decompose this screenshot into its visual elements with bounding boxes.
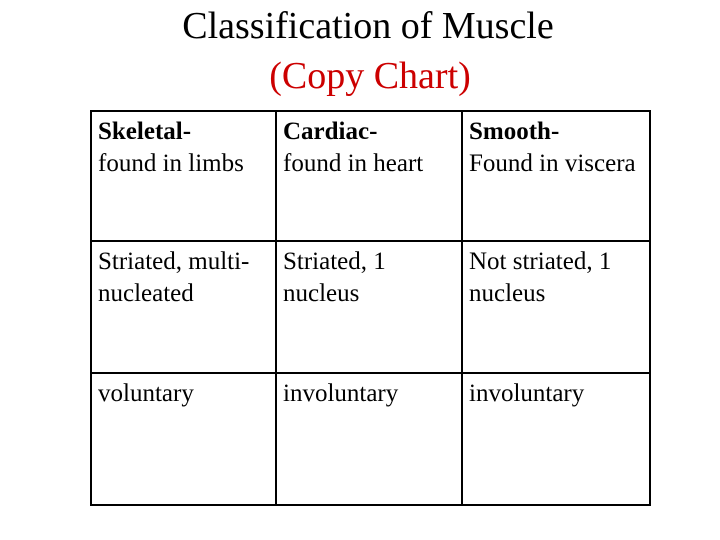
cell-cardiac-control: involuntary [276,373,462,505]
cell-skeletal [91,111,276,241]
cell-text-skeletal-location: found in limbs [98,150,244,177]
cell-smooth-control: involuntary [462,373,650,505]
cell-cardiac-structure: Striated, 1 nucleus [276,241,462,373]
slide-title: Classification of Muscle [182,5,554,47]
muscle-classification-table [90,110,651,506]
table-row-control [91,373,650,505]
cell-smooth-structure: Not striated, 1 nucleus [462,241,650,373]
cell-text-smooth-location: Found in viscera [469,150,636,177]
cell-heading-smooth: Smooth- [469,118,560,145]
slide-subtitle: (Copy Chart) [269,55,471,97]
cell-smooth [462,111,650,241]
cell-skeletal-control: voluntary [91,373,276,505]
cell-heading-cardiac: Cardiac- [283,118,378,145]
cell-text-cardiac-location: found in heart [283,150,424,177]
table-row-structure [91,241,650,373]
cell-skeletal-structure: Striated, multi-nucleated [91,241,276,373]
table-row-type [91,111,650,241]
cell-heading-skeletal: Skeletal- [98,118,192,145]
cell-cardiac [276,111,462,241]
